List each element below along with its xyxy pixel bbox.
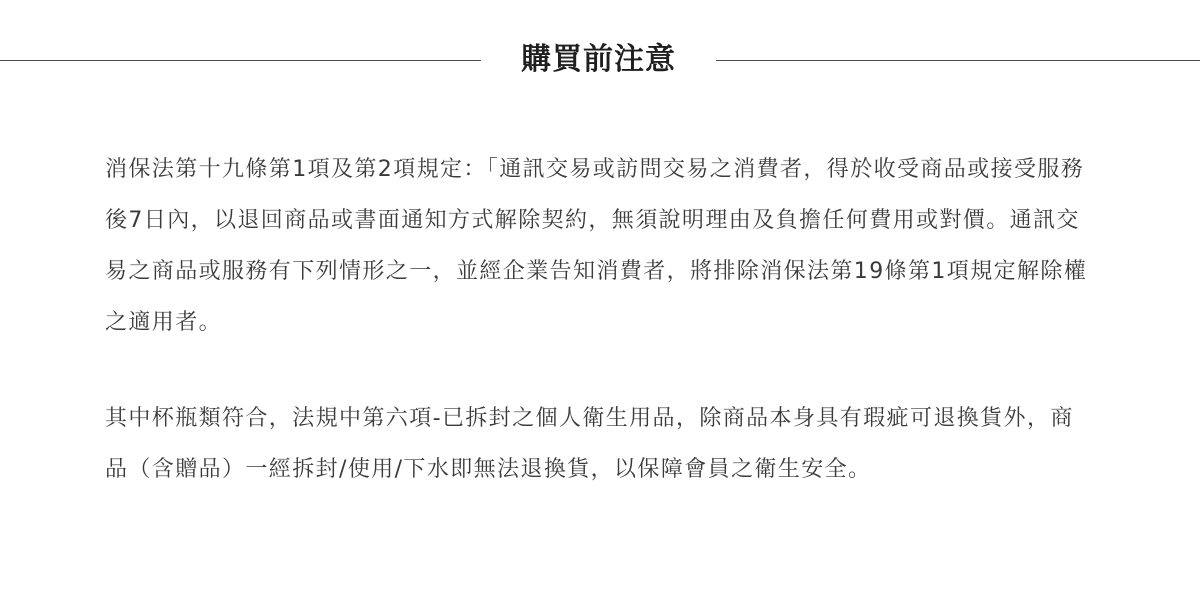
notice-paragraph-hygiene-products: 其中杯瓶類符合，法規中第六項-已拆封之個人衛生用品，除商品本身具有瑕疵可退換貨外，商品（含贈品）一經拆封/使用/下水即無法退換貨，以保障會員之衛生安全。 <box>105 406 1074 482</box>
notice-body <box>105 144 1095 495</box>
notice-paragraph-consumer-protection: 消保法第十九條第1項及第2項規定：「通訊交易或訪問交易之消費者，得於收受商品或接受服務後7日內，以退回商品或書面通知方式解除契約，無須說明理由及負擔任何費用或對價。通訊交易之商品或服務有下列情形之一，並經企業告知消費者，將排除消保法第19條第1項規定解除權之適用者。 <box>105 157 1088 335</box>
header-divider-left <box>0 60 481 61</box>
page-title: 購買前注意 <box>521 42 676 77</box>
section-header <box>0 36 1200 84</box>
header-divider-right <box>716 60 1200 61</box>
